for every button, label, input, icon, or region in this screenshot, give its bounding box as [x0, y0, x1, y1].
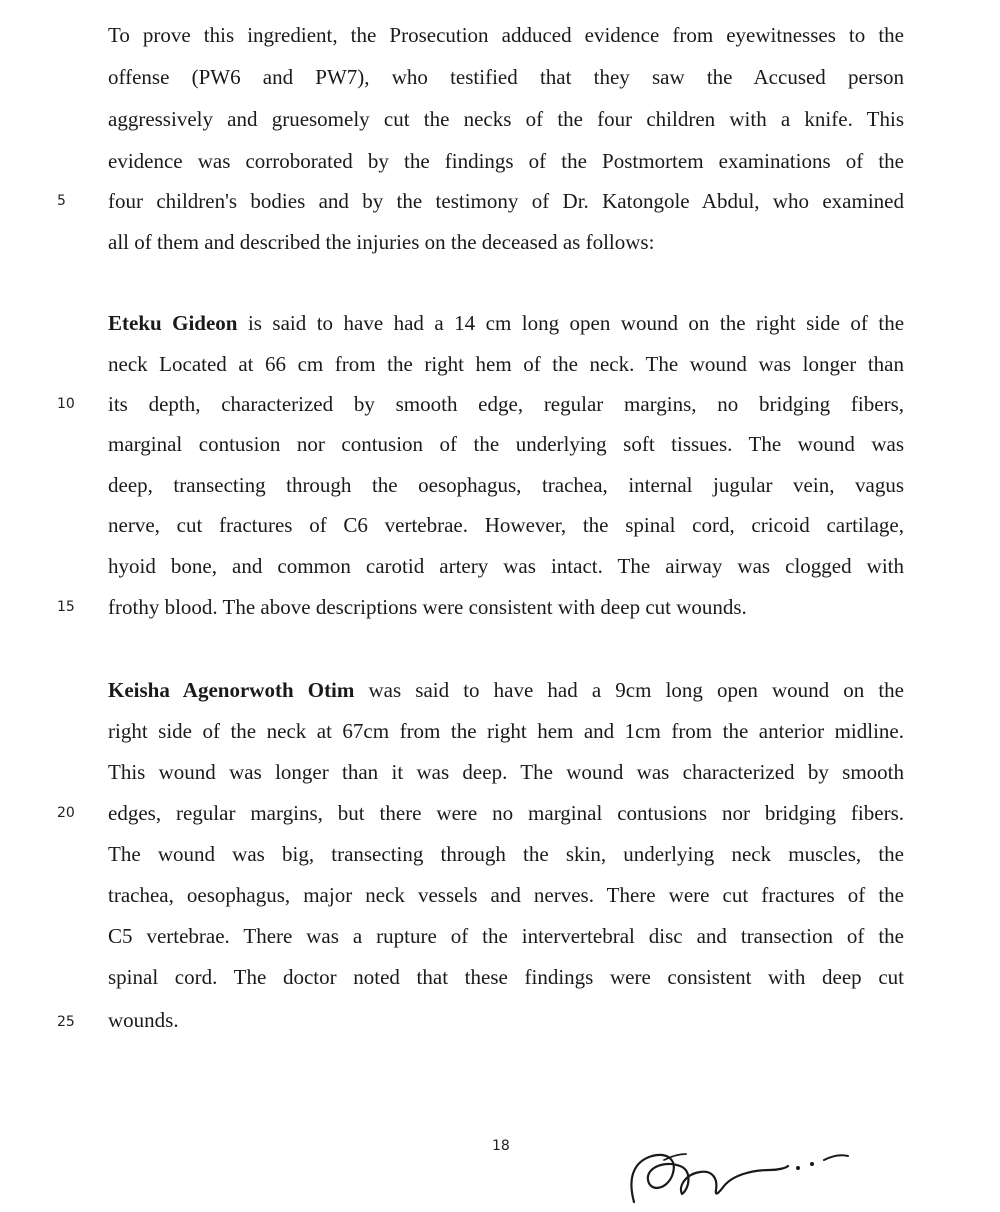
paragraph-2-line-7: hyoid bone, and common carotid artery was intact. The airway was clogged with — [108, 554, 904, 578]
victim-name-keisha-agenorwoth-otim: Keisha Agenorwoth Otim — [108, 678, 355, 702]
paragraph-1-line-4: evidence was corroborated by the findings of the Postmortem examinations of the — [108, 149, 904, 173]
line-number-15: 15 — [57, 599, 75, 615]
paragraph-1-line-3: aggressively and gruesomely cut the necks of the four children with a knife. This — [108, 107, 904, 131]
paragraph-3-line-1 — [108, 677, 904, 703]
paragraph-1-line-2: offense (PW6 and PW7), who testified that they saw the Accused person — [108, 65, 904, 89]
paragraph-1-line-5: four children's bodies and by the testimony of Dr. Katongole Abdul, who examined — [108, 189, 904, 213]
paragraph-2-line-4: marginal contusion nor contusion of the underlying soft tissues. The wound was — [108, 432, 904, 456]
paragraph-2-line-8: frothy blood. The above descriptions were consistent with deep cut wounds. — [108, 595, 747, 619]
paragraph-2-line-2: neck Located at 66 cm from the right hem of the neck. The wound was longer than — [108, 352, 904, 376]
paragraph-3-line-9: wounds. — [108, 1008, 179, 1032]
paragraph-3-line-1-text: was said to have had a 9cm long open wound on the — [368, 678, 904, 702]
paragraph-3-line-3: This wound was longer than it was deep. The wound was characterized by smooth — [108, 760, 904, 784]
paragraph-3-line-2: right side of the neck at 67cm from the right hem and 1cm from the anterior midline. — [108, 719, 904, 743]
paragraph-2-line-5: deep, transecting through the oesophagus, trachea, internal jugular vein, vagus — [108, 473, 904, 497]
page-number: 18 — [492, 1138, 510, 1154]
paragraph-3-line-4: edges, regular margins, but there were no marginal contusions nor bridging fibers. — [108, 801, 904, 825]
line-number-25: 25 — [57, 1014, 75, 1030]
paragraph-1-line-6: all of them and described the injuries on the deceased as follows: — [108, 230, 655, 254]
paragraph-3-line-6: trachea, oesophagus, major neck vessels and nerves. There were cut fractures of the — [108, 883, 904, 907]
paragraph-3-line-7: C5 vertebrae. There was a rupture of the intervertebral disc and transection of the — [108, 924, 904, 948]
victim-name-eteku-gideon: Eteku Gideon — [108, 311, 238, 335]
line-number-20: 20 — [57, 805, 75, 821]
line-number-10: 10 — [57, 396, 75, 412]
paragraph-3-line-8: spinal cord. The doctor noted that these findings were consistent with deep cut — [108, 965, 904, 989]
paragraph-2-line-6: nerve, cut fractures of C6 vertebrae. However, the spinal cord, cricoid cartilage, — [108, 513, 904, 537]
paragraph-1-line-1: To prove this ingredient, the Prosecution adduced evidence from eyewitnesses to the — [108, 23, 904, 47]
paragraph-2-line-1-text: is said to have had a 14 cm long open wound on the right side of the — [247, 311, 905, 335]
paragraph-2-line-3: its depth, characterized by smooth edge, regular margins, no bridging fibers, — [108, 392, 904, 416]
paragraph-3-line-5: The wound was big, transecting through the skin, underlying neck muscles, the — [108, 842, 904, 866]
line-number-5: 5 — [57, 193, 66, 209]
paragraph-2-line-1 — [108, 310, 904, 336]
handwritten-signature — [620, 1130, 870, 1210]
